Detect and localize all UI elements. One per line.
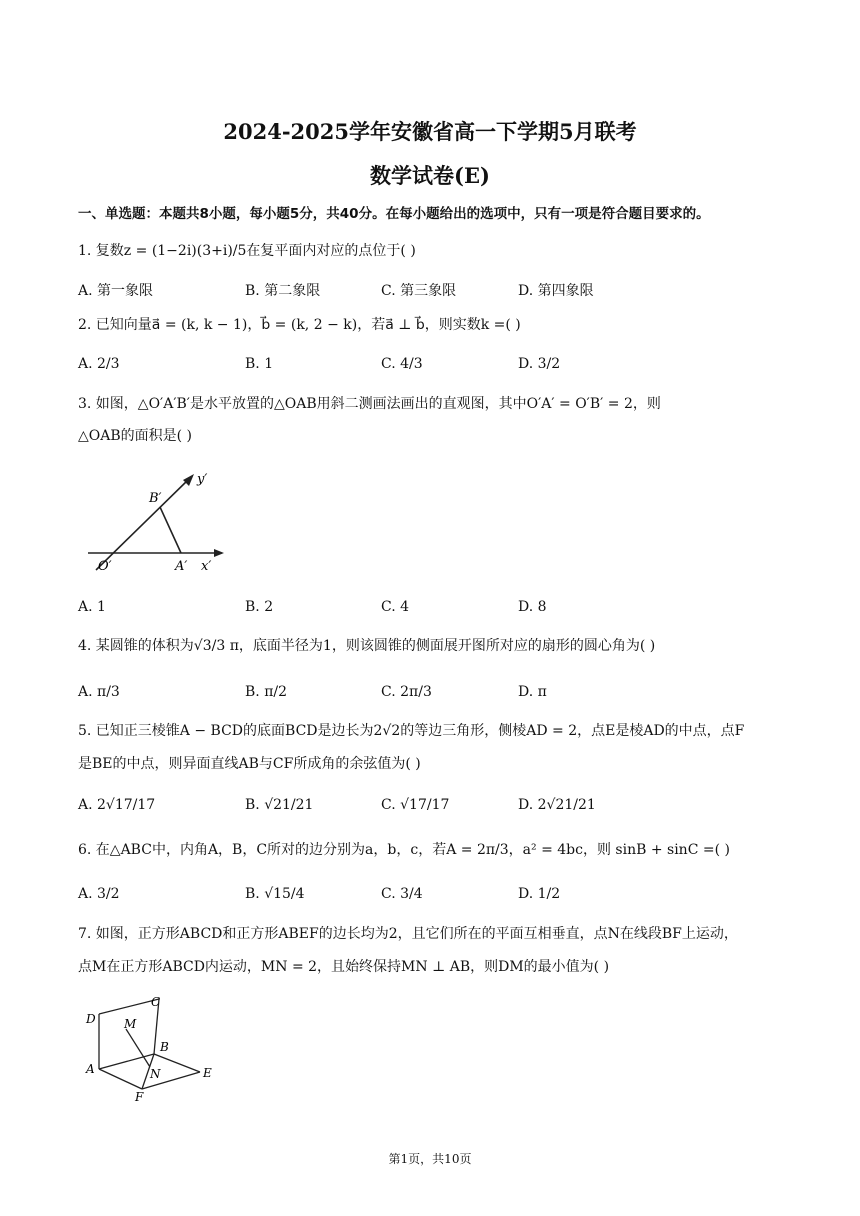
document-subtitle: 数学试卷(E) [370, 163, 490, 188]
label-a-prime: A′ [175, 559, 188, 574]
q2-option-b: B. 1 [245, 356, 274, 372]
figure-squares [82, 992, 222, 1104]
document-title: 2024-2025学年安徽省高一下学期5月联考 [223, 119, 637, 144]
q4-option-c: C. 2π/3 [381, 684, 432, 700]
edge-cd [99, 999, 159, 1014]
label-d: D [86, 1012, 96, 1026]
question-3: 3. 如图，△O′A′B′是水平放置的△OAB用斜二测画法画出的直观图，其中O′A′ = O′B′ = 2，则 [78, 396, 661, 412]
y-axis-line [96, 478, 190, 570]
label-o-prime: O′ [98, 559, 112, 574]
figure-oblique-triangle [80, 462, 240, 580]
q5-option-a: A. 2√17/17 [78, 797, 156, 813]
edge-eb [154, 1054, 200, 1072]
q5-option-d: D. 2√21/21 [518, 797, 596, 813]
segment-ab [160, 507, 181, 553]
q1-option-a: A. 第一象限 [78, 283, 154, 299]
q2-option-c: C. 4/3 [381, 356, 423, 372]
label-m: M [124, 1017, 137, 1031]
question-5: 5. 已知正三棱锥A − BCD的底面BCD是边长为2√2的等边三角形，侧棱AD = 2，点E是棱AD的中点，点F [78, 723, 745, 739]
section-heading: 一、单选题：本题共8小题，每小题5分，共40分。在每小题给出的选项中，只有一项是符合题目要求的。 [78, 206, 710, 222]
label-f: F [135, 1090, 144, 1104]
label-a: A [86, 1062, 95, 1076]
edge-af [99, 1069, 142, 1089]
question-5-line2: 是BE的中点，则异面直线AB与CF所成角的余弦值为( ) [78, 756, 421, 772]
q3-option-b: B. 2 [245, 599, 274, 615]
q6-option-a: A. 3/2 [78, 886, 120, 902]
question-4: 4. 某圆锥的体积为√3/3 π，底面半径为1，则该圆锥的侧面展开图所对应的扇形的圆心角为( ) [78, 638, 656, 654]
question-3-line2: △OAB的面积是( ) [78, 428, 193, 444]
q1-option-c: C. 第三象限 [381, 283, 457, 299]
label-y-prime: y′ [197, 472, 208, 487]
label-c: C [151, 995, 161, 1009]
q1-option-d: D. 第四象限 [518, 283, 594, 299]
edge-ab [99, 1054, 154, 1069]
page-number: 第1页，共10页 [388, 1152, 472, 1166]
question-2: 2. 已知向量a⃗ = (k, k − 1)，b⃗ = (k, 2 − k)，若a⃗ ⊥ b⃗，则实数k =( ) [78, 317, 521, 333]
q4-option-a: A. π/3 [78, 684, 120, 700]
q6-option-c: C. 3/4 [381, 886, 423, 902]
q4-option-b: B. π/2 [245, 684, 288, 700]
q2-option-a: A. 2/3 [78, 356, 120, 372]
question-7: 7. 如图，正方形ABCD和正方形ABEF的边长均为2，且它们所在的平面互相垂直，点N在线段BF上运动， [78, 926, 738, 942]
question-7-line2: 点M在正方形ABCD内运动，MN = 2，且始终保持MN ⊥ AB，则DM的最小值为( ) [78, 959, 610, 975]
label-n: N [150, 1067, 161, 1081]
question-1: 1. 复数z = (1−2i)(3+i)/5在复平面内对应的点位于( ) [78, 243, 416, 259]
q4-option-d: D. π [518, 684, 547, 700]
q5-option-c: C. √17/17 [381, 797, 450, 813]
q5-option-b: B. √21/21 [245, 797, 314, 813]
question-6: 6. 在△ABC中，内角A，B，C所对的边分别为a，b，c，若A = 2π/3，a² = 4bc，则 sinB + sinC =( ) [78, 842, 730, 858]
q3-option-a: A. 1 [78, 599, 106, 615]
q1-option-b: B. 第二象限 [245, 283, 321, 299]
x-axis-arrow [214, 549, 224, 557]
q6-option-d: D. 1/2 [518, 886, 561, 902]
q3-option-d: D. 8 [518, 599, 547, 615]
label-b-prime: B′ [149, 491, 162, 506]
q3-option-c: C. 4 [381, 599, 410, 615]
label-x-prime: x′ [201, 559, 212, 574]
q2-option-d: D. 3/2 [518, 356, 561, 372]
label-e: E [203, 1066, 212, 1080]
label-b: B [160, 1040, 169, 1054]
q6-option-b: B. √15/4 [245, 886, 305, 902]
